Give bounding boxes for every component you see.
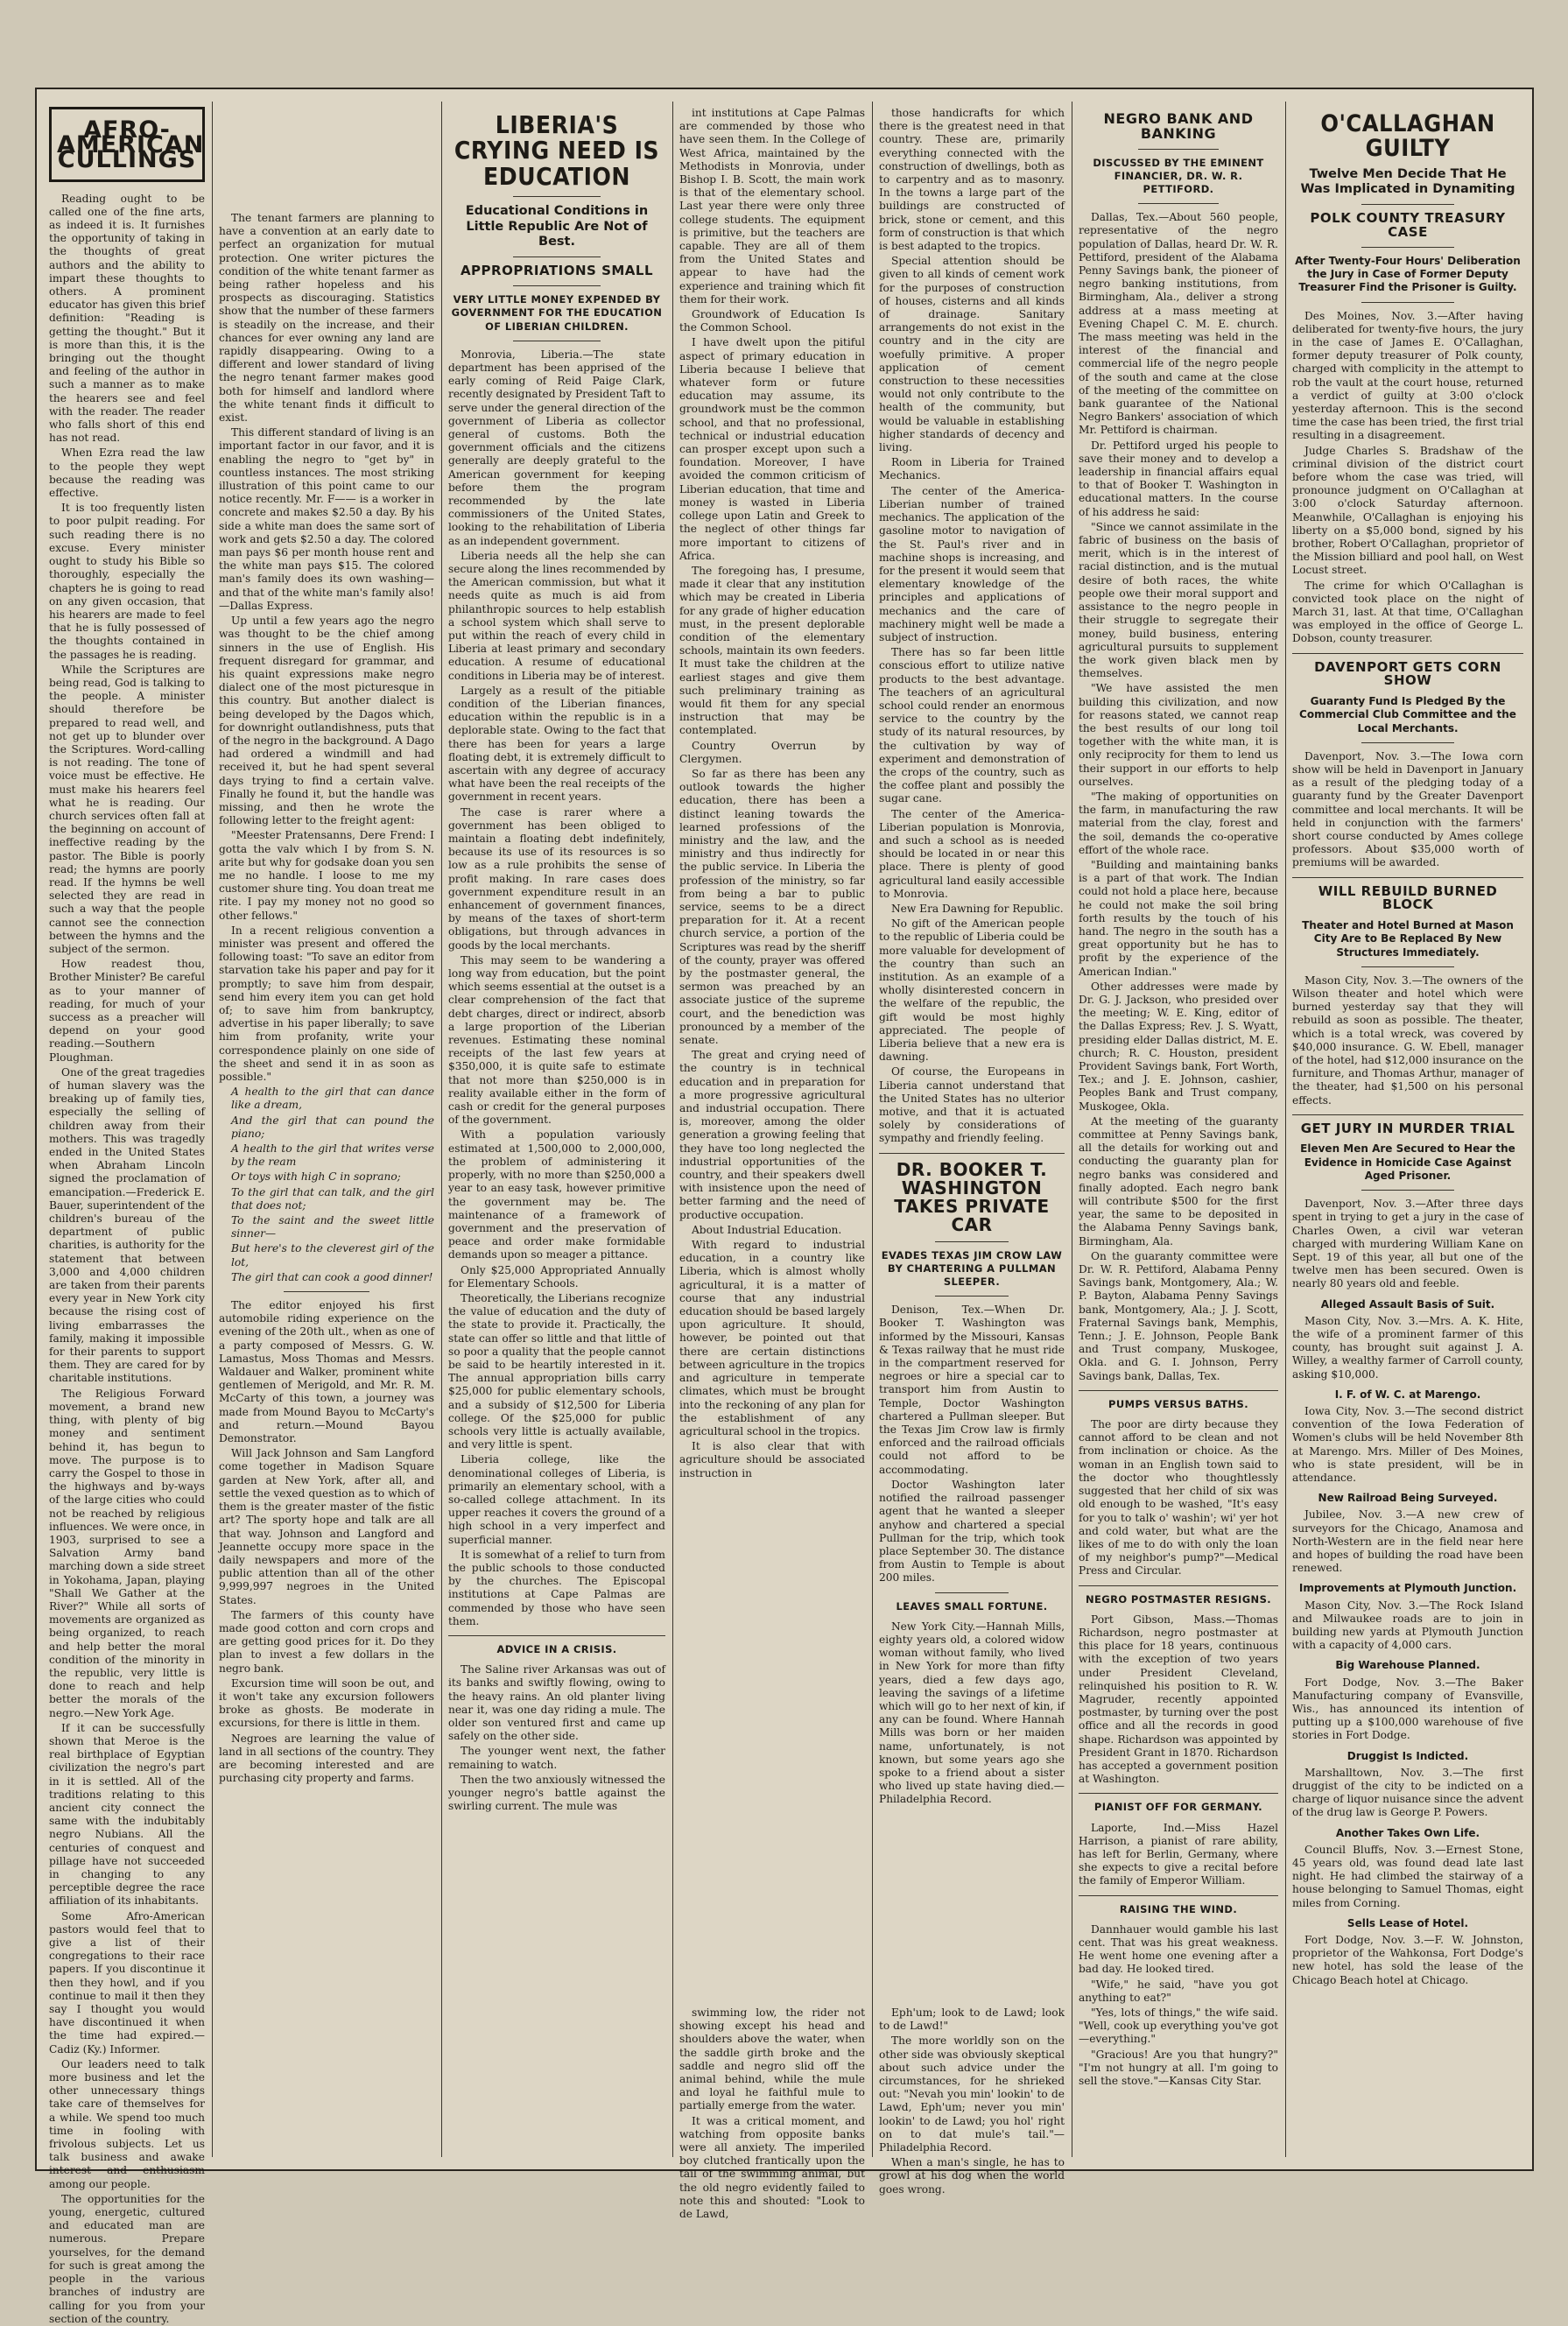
paragraph: Up until a few years ago the negro was thought to be the chief among sinners in the use of English. His frequent disregard for grammar, and his quaint expressions make negro dialect one of the most picturesque in this country. But another dialect is being developed by the Dagos which, for downright outlandishness, puts that of the negro in the background. A Dago had ordered a windmill and had received it, but he had spent several days trying to find a certain valve. Finally he found it, but the handle was missing, and then he wrote the following letter to the freight agent:	[219, 615, 434, 827]
divider	[935, 1296, 1009, 1297]
divider	[513, 196, 600, 197]
poem-line: To the girl that can talk, and the girl that does not;	[231, 1185, 434, 1212]
poem-line: The girl that can cook a good dinner!	[231, 1270, 433, 1283]
poem-line: And the girl that can pound the piano;	[231, 1114, 434, 1140]
brief-text: Mason City, Nov. 3.—Mrs. A. K. Hite, the wife of a prominent farmer of this county, has brought suit against J. A. Willey, a wealthy farmer of Carroll county, asking $10,000.	[1292, 1314, 1523, 1381]
leaves-body	[879, 1620, 1065, 1807]
paragraph: The crime for which O'Callaghan is convicted took place on the night of March 31, last. At that time, O'Callaghan was employed in the office of George L. Dobson, county treasurer.	[1292, 579, 1523, 645]
briefs	[1292, 1298, 1523, 1987]
paragraph: Davenport, Nov. 3.—After three days spent in trying to get a jury in the case of Charles Owen, a civil war veteran charged with murdering William Kane on Sept. 19 of this year, all but one of the twelve men has been secured. Owen is nearly 80 years old and feeble.	[1292, 1198, 1523, 1290]
paragraph: Groundwork of Education Is the Common School.	[679, 308, 865, 334]
paragraph: Our leaders need to talk more business and let the other unnecessary things take care of themselves for a while. We spend too much time in fooling with frivolous subjects. Let us talk business and awake interest and enthusiasm among our people.	[49, 2057, 205, 2190]
paragraph: When Ezra read the law to the people they wept because the reading was effective.	[49, 446, 205, 500]
divider	[448, 1635, 665, 1636]
divider	[513, 285, 600, 286]
column-5	[879, 107, 1065, 2196]
paragraph: Only $25,000 Appropriated Annually for Elementary Schools.	[448, 1263, 665, 1289]
poem-line: A health to the girl that can dance like a dream,	[231, 1086, 434, 1112]
swim-body	[679, 2006, 865, 2223]
banner-text: AFRO-AMERICAN CULLINGS	[57, 116, 205, 174]
divider	[935, 1592, 1009, 1593]
col6-body	[1079, 211, 1278, 1383]
column-divider	[872, 102, 873, 2157]
post-body	[1079, 1613, 1278, 1787]
paragraph: Laporte, Ind.—Miss Hazel Harrison, a pianist of rare ability, has left for Berlin, Germany, where she expects to give a recital before the family of Emperor William.	[1079, 1821, 1278, 1887]
paragraph: The center of the America-Liberian population is Monrovia, and such a school as is needed should be located in or near this place. There is plenty of good agricultural land easily accessible to Monrovia.	[879, 807, 1065, 900]
burned-block-body	[1292, 974, 1523, 1107]
advice-heading: ADVICE IN A CRISIS.	[496, 1643, 617, 1655]
brief-text: Jubilee, Nov. 3.—A new crew of surveyors for the Chicago, Anamosa and North-Western are in the field near here and hopes of building the road have been renewed.	[1292, 1508, 1523, 1575]
column-1	[49, 107, 205, 2325]
paragraph: The tenant farmers are planning to have a convention at an early date to perfect an organization for mutual protection. One writer pictures the condition of the white tenant farmer as being rather hopeless and his prospects as discouraging. Statistics show that the number of these farmers is steadily on the increase, and their chances for ever owning any land are rapidly disappearing. Owing to a different and lower standard of living the negro tenant farmer makes good both for himself and landlord where the white tenant finds it difficult to exist.	[219, 212, 434, 425]
paragraph: "Meester Pratensanns, Dere Frend: I gotta the valv which I by from S. N. arite but why for godsake doan you sen me no handle. I loose to me my customer shure ting. You doan treat me rite. I pay my money not no good so other fellows."	[219, 829, 434, 922]
paragraph: Excursion time will soon be out, and it won't take any excursion followers broke as ghosts. Be moderate in excursions, for there is little in them.	[219, 1676, 434, 1730]
paragraph: It was a critical moment, and watching from opposite banks were all anxiety. The imperiled boy clutched frantically upon the tail of the swimming animal, but the old negro evidently failed to note this and shouted: "Look to de Lawd,	[679, 2114, 865, 2221]
divider	[935, 1241, 1009, 1242]
divider	[1361, 966, 1454, 967]
brief-text: Council Bluffs, Nov. 3.—Ernest Stone, 45 years old, was found dead late last night. He had climbed the stairway of a house belonging to Samuel Thomas, eight miles from Corning.	[1292, 1843, 1523, 1909]
paragraph: About Industrial Education.	[692, 1223, 842, 1236]
negro-bank-deck: DISCUSSED BY THE EMINENT FINANCIER, DR. W. R. PETTIFORD.	[1093, 156, 1264, 195]
divider	[1079, 1793, 1278, 1794]
liberia-deck: Educational Conditions in Little Republic Are Not of Best.	[465, 204, 649, 249]
paragraph: On the guaranty committee were Dr. W. R. Pettiford, Alabama Penny Savings bank, Montgomery, Ala.; W. P. Bayton, Alabama Penny Savings bank, Montgomery, Ala.; J. J. Scott, Fraternal Savings bank, Memphis, Tenn.; J. E. Johnson, People Bank and Trust company, Muskogee, Okla. and G. I. Johnson, Perry Savings bank, Dallas, Tex.	[1079, 1249, 1278, 1382]
afro-american-cullings-banner	[49, 107, 205, 182]
column-divider	[441, 102, 442, 2157]
paragraph: "Since we cannot assimilate in the fabric of business on the basis of merit, which is in the interest of racial distinction, and is the mutual desire of both races, the white people owe their moral support and assistance to the negro people in their struggle to segregate their money, build business, entering agricultural pursuits to supplement the work given black men by themselves.	[1079, 520, 1278, 680]
paragraph: Dallas, Tex.—About 560 people, representative of the negro population of Dallas, heard Dr. W. R. Pettiford, president of the Alabama Penny Savings bank, the pioneer of negro banking institutions, from Birmingham, Ala., deliver a strong address at a mass meeting at Evening Chapel C. M. E. church. The mass meeting was held in the interest of the financial and commercial life of the negro people of the south and came at the close of the meeting of the committee on bank guarantee of the National Negro Bankers' association of which Mr. Pettiford is chairman.	[1079, 211, 1278, 437]
paragraph: Eph'um; look to de Lawd; look to de Lawd!"	[879, 2006, 1065, 2033]
brief-title: Another Takes Own Life.	[1335, 1826, 1480, 1839]
paragraph: Other addresses were made by Dr. G. J. Jackson, who presided over the meeting; W. E. King, editor of the Dallas Express; Rev. J. S. Wyatt, presiding elder Dallas district, M. E. church; R. C. Houston, president Provident Savings bank, Fort Worth, Tex.; and J. E. Johnson, cashier, Peoples Bank and Trust company, Muskogee, Okla.	[1079, 980, 1278, 1113]
paragraph: Liberia college, like the denominational colleges of Liberia, is primarily an elementary school, with a so-called college attachment. In its upper reaches it covers the ground of a high school in a very imperfect and superficial manner.	[448, 1453, 665, 1546]
paragraph: The opportunities for the young, energetic, cultured and educated man are numerous. Prepare yourselves, for the demand for such is great among the people in the various branches of industry are calling for you from your section of the country.	[49, 2192, 205, 2325]
divider	[1361, 1190, 1454, 1191]
brief-title: Druggist Is Indicted.	[1347, 1749, 1469, 1762]
paragraph: Reading ought to be called one of the fine arts, as indeed it is. It furnishes the opportunity of taking in the thoughts of great authors and the ability to impart these thoughts to others. A prominent educator has given this brief definition: "Reading is getting the thought." But it is more than this, it is the bringing out the thought and feeling of the author in such a manner as to make the hearers see and feel with the reader. The reader who falls short of this end has not read.	[49, 192, 205, 445]
divider	[284, 1291, 369, 1292]
pianist-heading: PIANIST OFF FOR GERMANY.	[1093, 1801, 1263, 1814]
corn-show-headline: DAVENPORT GETS CORN SHOW	[1314, 658, 1501, 689]
poem-line: To the saint and the sweet little sinner—	[231, 1214, 434, 1240]
divider	[879, 1153, 1065, 1154]
poem-line: Or toys with high C in soprano;	[231, 1170, 401, 1184]
liberia-headline: LIBERIA'S CRYING NEED IS EDUCATION	[454, 110, 660, 191]
ocallaghan-headline: O'CALLAGHAN GUILTY	[1320, 110, 1495, 163]
column-7	[1292, 107, 1523, 2152]
divider	[1138, 203, 1218, 204]
paragraph: No gift of the American people to the republic of Liberia could be more valuable for development of the country than such an institution. As an example of a wholly disinterested concern in the welfare of the republic, the gift would be most highly appreciated. The people of Liberia believe that a new era is dawning.	[879, 917, 1065, 1064]
polk-county-subdeck: After Twenty-Four Hours' Deliberation the Jury in Case of Former Deputy Treasurer Find the Prisoner is Guilty.	[1295, 254, 1521, 294]
poem	[219, 1086, 434, 1284]
brief-text: Fort Dodge, Nov. 3.—F. W. Johnston, proprietor of the Wahkonsa, Fort Dodge's new hotel, has sold the lease of the Chicago Beach hotel at Chicago.	[1292, 1934, 1523, 1986]
negro-bank-headline: NEGRO BANK AND BANKING	[1103, 110, 1254, 142]
paragraph: Of course, the Europeans in Liberia cannot understand that the United States has no ulterior motive, and that it is actuated solely by considerations of sympathy and friendly feeling.	[879, 1065, 1065, 1145]
paragraph: Monrovia, Liberia.—The state department has been apprised of the early coming of Reid Paige Clark, recently designated by President Taft to serve under the general direction of the government of Liberia as collector general of customs. Both the government officials and the citizens generally are deeply grateful to the American government for keeping before them the program recommended by the late commissioners of the United States, looking to the rehabilitation of Liberia as an independent government.	[448, 348, 665, 547]
booker-washington-deck: EVADES TEXAS JIM CROW LAW BY CHARTERING A PULLMAN SLEEPER.	[881, 1248, 1063, 1289]
burned-block-headline: WILL REBUILD BURNED BLOCK	[1318, 882, 1498, 913]
paragraph: It is also clear that with agriculture should be associated instruction in	[679, 1440, 865, 1479]
paragraph: The more worldly son on the other side was obviously skeptical about such advice under the circumstances, for he shrieked out: "Nevah you min' lookin' to de Lawd, Eph'um; never you min' lookin' to de Lawd; you hol' right on to dat mule's tail."—Philadelphia Record.	[879, 2034, 1065, 2154]
paragraph: Mason City, Nov. 3.—The owners of the Wilson theater and hotel which were burned yesterday say that they will rebuild as soon as possible. The theater, which is a total wreck, was covered by $40,000 insurance. G. W. Ebell, manager of the hotel, had $12,000 insurance on the furniture, and Thomas Arthur, manager of the theater, had $1,500 on his personal effects.	[1292, 973, 1523, 1107]
column-divider	[1285, 102, 1286, 2157]
paragraph: Country Overrun by Clergymen.	[679, 739, 865, 765]
polk-county-subhead: POLK COUNTY TREASURY CASE	[1310, 210, 1506, 241]
paragraph: Some Afro-American pastors would feel that to give a list of their congregations to their race papers. If you discontinue it then they howl, and if you continue to mail it then they say I thought you would have discontinued it when the time had expired.—Cadiz (Ky.) Informer.	[49, 1909, 205, 2055]
paragraph: At the meeting of the guaranty committee at Penny Savings bank, all the details for working out and conducting the guaranty plan for negro banks was considered and finally adopted. Each negro bank will contribute $500 for the first year, the same to be deposited in the Alabama Penny Savings bank, Birmingham, Ala.	[1079, 1114, 1278, 1247]
paragraph: "Wife," he said, "have you got anything to eat?"	[1079, 1978, 1278, 2004]
brief-title: Big Warehouse Planned.	[1335, 1659, 1480, 1672]
murder-trial-headline: GET JURY IN MURDER TRIAL	[1300, 1120, 1515, 1136]
divider	[1079, 1390, 1278, 1391]
paragraph: The editor enjoyed his first automobile riding experience on the evening of the 20th ult., when as one of a party composed of Messrs. G. W. Lamastus, Moss Thomas and Messrs. Waldauer and Walker, prominent white gentlemen of Merigold, and Mr. R. M. McCarty of this town, a journey was made from Mound Bayou to McCarty's and return.—Mound Bayou Demonstrator.	[219, 1299, 434, 1445]
paragraph: Denison, Tex.—When Dr. Booker T. Washington was informed by the Missouri, Kansas & Texas railway that he must ride in the compartment reserved for negroes or hire a special car to transport him from Austin to Temple, Doctor Washington chartered a Pullman sleeper. But the Texas Jim Crow law is firmly enforced and the railroad officials could not afford to be accommodating.	[879, 1304, 1065, 1476]
paragraph: The farmers of this county have made good cotton and corn crops and are getting good prices for it. Do they plan to invest a few dollars in the negro bank.	[219, 1608, 434, 1675]
paragraph: Room in Liberia for Trained Mechanics.	[879, 456, 1065, 482]
paragraph: I have dwelt upon the pitiful aspect of primary education in Liberia because I believe that whatever form or future education may assume, its groundwork must be the common school, and that no professional, technical or industrial education can prosper except upon such a foundation. Moreover, I have avoided the common criticism of Liberian education, that time and money is wasted in Liberia college upon Latin and Greek to the neglect of other things far more important to citizens of Africa.	[679, 336, 865, 562]
paragraph: Dannhauer would gamble his last cent. That was his great weakness. He went home one evening after a bad day. He looked tired.	[1079, 1922, 1278, 1976]
paragraph: int institutions at Cape Palmas are commended by those who have seen them. In the College of West Africa, maintained by the Methodists in Monrovia, under Bishop I. B. Scott, the main work is that of the elementary school. Last year there were only three college students. The equipment is primitive, but the teachers are capable. They are all of them from the United States and appear to have had the experience and training which fit them for their work.	[679, 107, 865, 306]
paragraph: In a recent religious convention a minister was present and offered the following toast: "To save an editor from starvation take his paper and pay for it promptly; to save him from despair, send him every item you can get hold of; to save him from bankruptcy, advertise in his paper liberally; to save him from profanity, write your correspondence plainly on one side of the sheet and send it in as soon as possible."	[219, 924, 434, 1083]
ocallaghan-deck: Twelve Men Decide That He Was Implicated in Dynamiting	[1300, 166, 1515, 197]
paragraph: Port Gibson, Mass.—Thomas Richardson, negro postmaster at this place for 18 years, continuous with the exception of two years under President Cleveland, relinquished his position to R. W. Magruder, recently appointed postmaster, by turning over the post office and all the records in good shape. Richardson was appointed by President Grant in 1870. Richardson has accepted a government position at Washington.	[1079, 1613, 1278, 1786]
paragraph: New Era Dawning for Republic.	[891, 902, 1064, 915]
brief-text: Fort Dodge, Nov. 3.—The Baker Manufacturing company of Evansville, Wis., has announced its intention of putting up a $100,000 warehouse of five stories in Fort Dodge.	[1292, 1676, 1523, 1742]
liberia-subhead: APPROPRIATIONS SMALL	[460, 263, 654, 279]
newspaper-page	[35, 88, 1534, 2325]
paragraph: With regard to industrial education, in a country like Liberia, which is almost wholly agricultural, it is a matter of course that any industrial education should be based largely upon agriculture. It should, however, be pointed out that there are certain distinctions between agriculture in the tropics and agriculture in temperate climates, which must be brought into the reckoning of any plan for the establishment of any agricultural school in the tropics.	[679, 1239, 865, 1437]
murder-trial-body	[1292, 1198, 1523, 1290]
liberia-subdeck: VERY LITTLE MONEY EXPENDED BY GOVERNMENT FOR THE EDUCATION OF LIBERIAN CHILDREN.	[451, 293, 663, 333]
corn-show-body	[1292, 750, 1523, 870]
paragraph: "We have assisted the men building this civilization, and now for reasons stated, we cannot reap the best results of our long toil together with the white man, it is only reciprocity for them to lend us their support in our efforts to help ourselves.	[1079, 682, 1278, 788]
brief-title: I. F. of W. C. at Marengo.	[1334, 1388, 1481, 1401]
paragraph: The Religious Forward movement, a brand new thing, with plenty of big money and sentiment behind it, has begun to move. The purpose is to carry the Gospel to those in the highways and by-ways of the large cities who could not be reached by religious influences. We were once, in 1903, surprised to see a Salvation Army band marching down a side street in Yokohama, Japan, playing "Shall We Gather at the River?" While all sorts of movements are organized as being organized, to reach and help better the moral condition of the minority in the republic, very little is done to reach and help better the morals of the negro.—New York Age.	[49, 1387, 205, 1719]
paragraph: Davenport, Nov. 3.—The Iowa corn show will be held in Davenport in January as a result of the pledging today of a guaranty fund by the Greater Davenport committee and local merchants. It will be held in conjunction with the farmers' short course conducted by Ames college professors. About $35,000 worth of premiums will be awarded.	[1292, 749, 1523, 869]
murder-trial-deck: Eleven Men Are Secured to Hear the Evidence in Homicide Case Against Aged Prisoner.	[1300, 1142, 1515, 1182]
ephum-body	[879, 2006, 1065, 2198]
col7-body	[1292, 310, 1523, 646]
leaves-fortune-heading: LEAVES SMALL FORTUNE.	[896, 1599, 1048, 1613]
paragraph: This may seem to be wandering a long way from education, but the point which seems essential at the outset is a clear comprehension of the fact that debt charges, direct or indirect, absorb a large proportion of the Liberian revenues. Estimating these nominal receipts of the last few years at $350,000, it is quite safe to estimate that not more than $250,000 is in reality available either in the form of cash or credit for the general purposes of the government.	[448, 953, 665, 1127]
brief-text: Marshalltown, Nov. 3.—The first druggist of the city to be indicted on a charge of liquor nuisance since the advent of the drug law is George P. Powers.	[1292, 1766, 1523, 1819]
btw-body	[879, 1304, 1065, 1585]
poem-line: But here's to the cleverest girl of the lot,	[231, 1242, 434, 1268]
paragraph: The great and crying need of the country is in technical education and in preparation for a more progressive agricultural and industrial occupation. There is, moreover, among the older generation a growing feeling that they have too long neglected the industrial opportunities of the country, and their speakers dwell with insistence upon the need of better farming and the need of productive occupation.	[679, 1049, 865, 1221]
column-2	[219, 212, 434, 2152]
paragraph: One of the great tragedies of human slavery was the breaking up of family ties, especially the selling of children away from their mothers. This was tragedly ended in the United States when Abraham Lincoln signed the proclamation of emancipation.—Frederick E. Bauer, superintendent of the children's bureau of the department of public charities, is authority for the statement that between 3,000 and 4,000 children are taken from their parents every year in New York city because the rising cost of living embarrasses the family, making it impossible for their parents to support them. They are cared for by charitable institutions.	[49, 1065, 205, 1385]
brief-title: Sells Lease of Hotel.	[1347, 1916, 1469, 1929]
paragraph: Negroes are learning the value of land in all sections of the country. They are becoming interested and are purchasing city property and farms.	[219, 1732, 434, 1785]
paragraph: The foregoing has, I presume, made it clear that any institution which may be created in Liberia for any grade of higher education must, in the present deplorable condition of the elementary schools, maintain its own feeders. It must take the children at the earliest stages and give them such preliminary training as would fit them for any special instruction that may be contemplated.	[679, 564, 865, 737]
paragraph: Special attention should be given to all kinds of cement work for the purposes of construction of houses, cisterns and all kinds of drainage. Sanitary arrangements do not exist in the country and in the city are woefully primitive. A proper application of cement construction to these necessities would not only contribute to the health of the community, but would be valuable in establishing higher standards of decency and living.	[879, 255, 1065, 454]
paragraph: those handicrafts for which there is the greatest need in that country. These are, primarily everything connected with the construction of dwellings, both as to carpentry and as to masonry. In the towns a large part of the buildings are constructed of brick, stone or cement, and this form of construction is that which is best adapted to the tropics.	[879, 107, 1065, 253]
booker-washington-headline: DR. BOOKER T. WASHINGTON TAKES PRIVATE CAR	[894, 1158, 1050, 1235]
paragraph: So far as there has been any outlook towards the higher education, there has been a distinct leaning towards the learned professions of the ministry and the law, and the ministry and thus indirectly for the public service. In Liberia the profession of the ministry, so far from being a bar to public service, seems to be a direct preparation for it. At a recent church service, a portion of the Scriptures was read by the sheriff of the county, prayer was offered by the postmaster general, the sermon was preached by an associate justice of the supreme court, and the benediction was pronounced by a member of the senate.	[679, 767, 865, 1047]
col5-body	[879, 107, 1065, 1146]
paragraph: Des Moines, Nov. 3.—After having deliberated for twenty-five hours, the jury in the case of James E. O'Callaghan, former deputy treasurer of Polk county, charged with complicity in the attempt to rob the vault at the court house, returned a verdict of guilty at 3:00 o'clock yesterday afternoon. This is the second time the case has been tried, the first trial resulting in a disagreement.	[1292, 309, 1523, 442]
paragraph: The poor are dirty because they cannot afford to be clean and not from inclination or choice. As the woman in an English town said to the doctor who thoughtlessly suggested that her child of six was old enough to be washed, "It's easy for you to talk o' washin'; wi' yer hot and cold water, but what are the likes of me to do with only the loan of my neighbor's pump?"—Medical Press and Circular.	[1079, 1418, 1278, 1578]
column-divider	[672, 102, 673, 2157]
col2-body	[219, 212, 434, 1785]
paragraph: With a population variously estimated at 1,500,000 to 2,000,000, the problem of administering it properly, with no more than $250,000 a year to an easy task, however primitive the government may be. The maintenance of a framework of government and the preservation of peace and order make formidable demands upon so meager a pittance.	[448, 1128, 665, 1261]
col4-body	[679, 107, 865, 1480]
paragraph: Theoretically, the Liberians recognize the value of education and the duty of the state to provide it. Practically, the state can offer so little and that little of so poor a quality that the people cannot be said to be heartily interested in it. The annual appropriation bills carry $25,000 for public elementary schools, and a subsidy of $12,500 for Liberia college. Of the $25,000 for public schools very little is actually available, and very little is spent.	[448, 1291, 665, 1451]
paragraph: If it can be successfully shown that Meroe is the real birthplace of Egyptian civilization the negro's part in it is settled. All of the traditions relating to this ancient city connect the same with the indubitably negro Nubians. All the centuries of conquest and pillage have not succeeded in changing to any perceptible degree the race affiliation of its inhabitants.	[49, 1721, 205, 1908]
column-6	[1079, 107, 1278, 2152]
paragraph: "Gracious! Are you that hungry?" "I'm not hungry at all. I'm going to sell the stove."—Kansas City Star.	[1079, 2048, 1278, 2088]
col3-body	[448, 348, 665, 1628]
brief-title: New Railroad Being Surveyed.	[1318, 1492, 1498, 1505]
paragraph: It is too frequently listen to poor pulpit reading. For such reading there is no excuse. Every minister ought to study his Bible so thoroughly, especially the chapters he is going to read on any given occasion, that his hearers are made to feel that he is fully possessed of the thoughts contained in the passages he is reading.	[49, 502, 205, 661]
poem-line: A health to the girl that writes verse by the ream	[231, 1142, 434, 1169]
wind-body	[1079, 1923, 1278, 2088]
brief-title: Alleged Assault Basis of Suit.	[1320, 1297, 1495, 1311]
paragraph: When a man's single, he has to growl at his dog when the world goes wrong.	[879, 2156, 1065, 2196]
burned-block-deck: Theater and Hotel Burned at Mason City Are to Be Replaced By New Structures Immediately.	[1302, 919, 1514, 959]
paragraph: New York City.—Hannah Mills, eighty years old, a colored widow woman without family, who lived in New York for more than fifty years, died a few days ago, leaving the savings of a lifetime which will go to her next of kin, if any can be found. Where Hannah Mills was born or her maiden name, unfortunately, is not known, but some years ago she spoke to a friend about a sister who lived up state having died.—Philadelphia Record.	[879, 1620, 1065, 1806]
paragraph: "Yes, lots of things," the wife said. "Well, cook up everything you've got—everything."	[1079, 2006, 1278, 2046]
column-4	[679, 107, 865, 2221]
paragraph: swimming low, the rider not showing except his head and shoulders above the water, when the saddle girth broke and the saddle and negro slid off the animal behind, while the mule and loyal he faithful mule to partially emerge from the water.	[679, 2006, 865, 2112]
paragraph: Will Jack Johnson and Sam Langford come together in Madison Square garden at New York, after all, and settle the vexed question as to which of them is the greater master of the fistic art? The sporty hope and talk are all that way. Johnson and Langford and Jeannette occupy more space in the daily newspapers and more of the public attention than all of the other 9,999,997 negroes in the United States.	[219, 1447, 434, 1606]
paragraph: The Saline river Arkansas was out of its banks and swiftly flowing, owing to the heavy rains. An old planter living near it, was one day riding a mule. The older son ventured first and came up safely on the other side.	[448, 1663, 665, 1743]
brief-text: Mason City, Nov. 3.—The Rock Island and Milwaukee roads are to join in building new yards at Plymouth Junction with a capacity of 4,000 cars.	[1292, 1599, 1523, 1652]
paragraph: "Building and maintaining banks is a part of that work. The Indian could not hold a place here, because he could not make the soil bring forth results by the touch of his hand. The negro in the south has a great opportunity but he has to profit by the experience of the American Indian."	[1079, 858, 1278, 978]
brief-title: Improvements at Plymouth Junction.	[1298, 1582, 1517, 1595]
postmaster-heading: NEGRO POSTMASTER RESIGNS.	[1085, 1592, 1272, 1606]
raising-wind-heading: RAISING THE WIND.	[1119, 1902, 1238, 1915]
col1-body	[49, 193, 205, 2326]
column-divider	[212, 102, 213, 2157]
divider	[1079, 1585, 1278, 1586]
divider	[513, 256, 600, 257]
column-3	[448, 107, 665, 2152]
paragraph: While the Scriptures are being read, God is talking to the people. A minister should therefore be prepared to read well, and not get up to blunder over the Scriptures. Word-calling is not reading. The tone of voice must be effective. He must make his hearers feel what he is reading. Our church services often fall at the beginning on account of ineffective reading by the pastor. The Bible is poorly read; the hymns are poorly read. If the hymns be well selected they are read in such a way that the people cannot see the connection between the hymns and the subject of the sermon.	[49, 663, 205, 955]
pumps-body	[1079, 1418, 1278, 1578]
divider	[1292, 1114, 1523, 1115]
advice-body	[448, 1663, 665, 1813]
corn-show-deck: Guaranty Fund Is Pledged By the Commercial Club Committee and the Local Merchants.	[1299, 695, 1516, 734]
divider	[1361, 302, 1454, 303]
paragraph: "The making of opportunities on the farm, in manufacturing the raw material from the clay, forest and the soil, demands the co-operative effort of the whole race.	[1079, 790, 1278, 856]
divider	[1361, 742, 1454, 743]
pumps-heading: PUMPS VERSUS BATHS.	[1108, 1397, 1248, 1410]
paragraph: Dr. Pettiford urged his people to save their money and to develop a leadership in financial affairs equal to that of Booker T. Washington in educational matters. In the course of his address he said:	[1079, 439, 1278, 518]
paragraph: Largely as a result of the pitiable condition of the Liberian finances, education within the republic is in a deplorable state. Owing to the fact that there has been for years a large floating debt, it is extremely difficult to ascertain with any degree of accuracy what have been the real receipts of the government in recent years.	[448, 684, 665, 804]
paragraph: Judge Charles S. Bradshaw of the criminal division of the district court before whom the case was tried, will pronounce judgment on O'Callaghan at 3:00 o'clock Saturday afternoon. Meanwhile, O'Callaghan is enjoying his liberty on a $5,000 bond, signed by his brother, Robert O'Callaghan, proprietor of the Mission billiard and pool hall, on West Locust street.	[1292, 444, 1523, 577]
divider	[1292, 877, 1523, 878]
paragraph: There has so far been little conscious effort to utilize native products to the best advantage. The teachers of an agricultural school could render an enormous service to the country by the study of its natural resources, by the cultivation by way of experiment and demonstration of the crops of the country, such as the coffee plant and possibly the sugar cane.	[879, 646, 1065, 805]
paragraph: The case is rarer where a government has been obliged to maintain a floating debt indefinitely, because its use of its resources is so low as a rule prohibits the sense of profit making. In rare cases does government expenditure result in an enhancement of government finances, by means of the taxes of short-term obligations, but through advances in goods by the local merchants.	[448, 805, 665, 952]
divider	[1138, 149, 1218, 150]
paragraph: How readest thou, Brother Minister? Be careful as to your manner of reading, for much of your success as a preacher will depend on your good reading.—Southern Ploughman.	[49, 958, 205, 1064]
paragraph: Doctor Washington later notified the railroad passenger agent that he wanted a sleeper anyhow and chartered a special Pullman for the trip, which took place September 30. The distance from Austin to Temple is about 200 miles.	[879, 1478, 1065, 1585]
divider	[1079, 1895, 1278, 1896]
pianist-body	[1079, 1822, 1278, 1888]
paragraph: Then the two anxiously witnessed the younger negro's battle against the swirling current. The mule was	[448, 1773, 665, 1813]
divider	[1361, 247, 1454, 248]
paragraph: The center of the America-Liberian number of trained mechanics. The application of the gasoline motor to navigation of the St. Paul's river and in machine shops is increasing, and for the present it would seem that elementary knowledge of the principles and applications of mechanics and the care of machinery might well be made a subject of instruction.	[879, 484, 1065, 643]
divider	[1292, 653, 1523, 654]
brief-text: Iowa City, Nov. 3.—The second district convention of the Iowa Federation of Women's clubs will be held November 8th at Marengo. Mrs. Miller of Des Moines, who is state president, will be in attendance.	[1292, 1404, 1523, 1484]
paragraph: It is somewhat of a relief to turn from the public schools to those conducted by the churches. The Episcopal institutions at Cape Palmas are commended by those who have seen them.	[448, 1548, 665, 1627]
divider	[1361, 204, 1454, 205]
paragraph: Liberia needs all the help she can secure along the lines recommended by the American commission, but what it needs quite as much is aid from philanthropic sources to help establish a school system which shall serve to put within the reach of every child in Liberia at least primary and secondary education. A resume of educational conditions in Liberia may be of interest.	[448, 549, 665, 682]
paragraph: The younger went next, the father remaining to watch.	[448, 1745, 665, 1771]
paragraph: This different standard of living is an important factor in our favor, and it is enabling the negro to "get by" in countless instances. The most striking illustration of this point came to our notice recently. Mr. F—— is a worker in concrete and makes $2.50 a day. By his side a white man does the same sort of work and gets $2.50 a day. The colored man pays $6 per month house rent and the white man pays $15. The colored man's family does its own washing—and that of the white man's family also!—Dallas Express.	[219, 426, 434, 612]
